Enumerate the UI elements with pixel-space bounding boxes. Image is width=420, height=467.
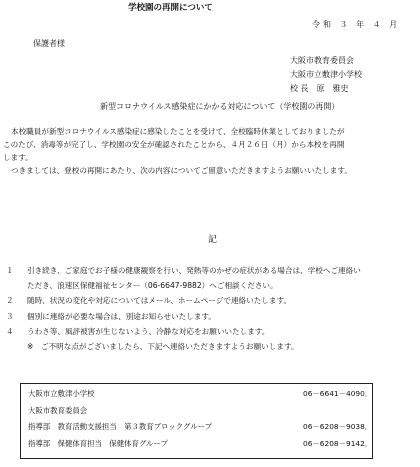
contact-name: 大阪市教育委員会 [28, 406, 88, 415]
contact-tel: 06－6208－9142． [303, 439, 373, 448]
note-line: ※ ご不明な点がございましたら、下記へ連絡いただきますようお願いします。 [27, 342, 299, 351]
contact-name: 大阪市立敷津小学校 [28, 389, 95, 398]
document-date: 令和 ３ 年 ４ 月 [312, 20, 401, 29]
sender-board: 大阪市教育委員会 [290, 56, 354, 65]
item-text: 個別に連絡が必要な場合は、別途お知らせいたします。 [27, 312, 217, 321]
item-number: ３ [6, 312, 14, 321]
item-text: 随時、状況の変化や対応についてはメール、ホームページで連絡いたします。 [27, 296, 292, 305]
contact-name: 指導部 保健体育担当 保健体育グループ [28, 439, 168, 448]
contact-box [20, 383, 373, 459]
contact-name: 指導部 教育活動支援担当 第３教育ブロックグループ [28, 422, 213, 431]
item-text: うわさ等、風評被害が生じないよう、冷静な対応をお願いいたします。 [27, 327, 270, 336]
sender-principal: 校 長 原 雅史 [290, 84, 349, 93]
document-title: 学校園の再開について [128, 3, 213, 13]
subject-line: 新型コロナウイルス感染症にかかる対応について（学校園の再開） [100, 102, 340, 111]
item-number: ４ [6, 327, 14, 336]
item-number: １ [6, 266, 14, 275]
item-text: ただき、浪速区保健福祉センター（06-6647-9882）へご相談ください。 [27, 281, 278, 290]
contact-tel: 06－6641－4090． [303, 389, 373, 398]
item-text: 引き続き、ご家庭でお子様の健康観察を行い、発熱等のかぜの症状がある場合は、学校へご連絡い [27, 266, 361, 275]
item-number: ２ [6, 296, 14, 305]
body-line: 本校職員が新型コロナウイルス感染症に感染したことを受けて、全校臨時休業としておりましたが [11, 127, 345, 136]
contact-tel: 06－6208－9038． [303, 422, 373, 431]
addressee: 保護者様 [33, 39, 65, 48]
sender-school: 大阪市立敷津小学校 [290, 70, 362, 79]
body-line: します。 [3, 153, 33, 162]
body-line: このたび、消毒等が完了し、学校園の安全が確認されたことから、４月２６日（月）から本校を再開 [3, 140, 345, 149]
body-line: つきましては、登校の再開にあたり、次の内容についてご留意いただきますようお願いいたします。 [11, 166, 352, 175]
ki-heading: 記 [208, 235, 218, 245]
